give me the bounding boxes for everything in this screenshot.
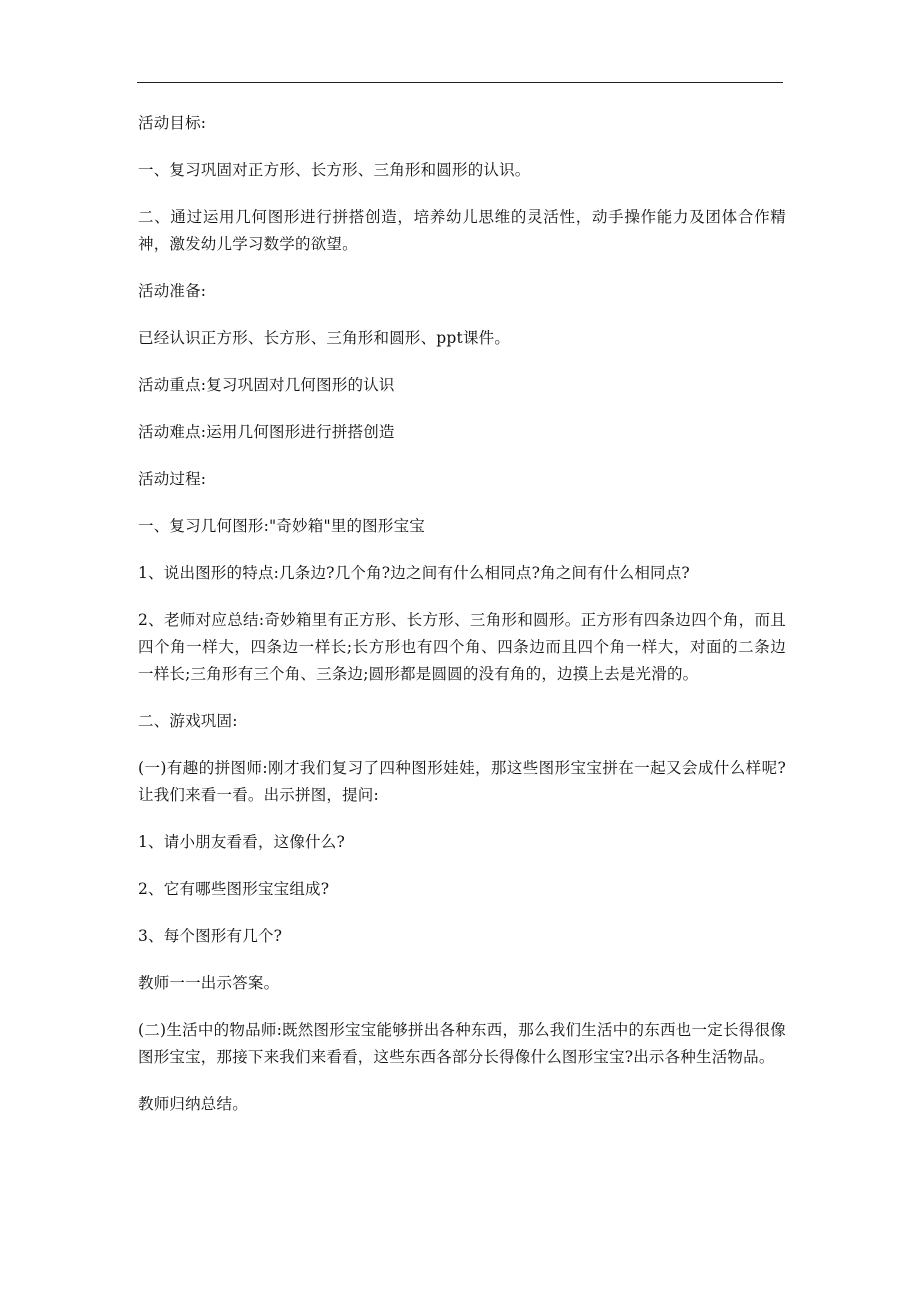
- heading-activity-process: 活动过程:: [138, 470, 207, 488]
- teacher-answer: 教师一一出示答案。: [138, 974, 280, 992]
- key-point: 活动重点:复习巩固对几何图形的认识: [138, 376, 395, 394]
- process-step-1: 一、复习几何图形:"奇妙箱"里的图形宝宝: [138, 517, 425, 535]
- question-1: 1、请小朋友看看，这像什么?: [138, 833, 345, 851]
- goal-1: 一、复习巩固对正方形、长方形、三角形和圆形的认识。: [138, 161, 531, 179]
- teacher-summary: 教师归纳总结。: [138, 1095, 248, 1113]
- process-item-1-2: 2、老师对应总结:奇妙箱里有正方形、长方形、三角形和圆形。正方形有四条边四个角，而且四个角一样大，四条边一样长;长方形也有四个角、四条边而且四个角一样大，对面的二条边一样长;三角形有三个角、三条边;圆形都是圆圆的没有角的，边摸上去是光滑的。: [138, 611, 786, 683]
- game-part-2: (二)生活中的物品师:既然图形宝宝能够拼出各种东西，那么我们生活中的东西也一定长得很像图形宝宝，那接下来我们来看看，这些东西各部分长得像什么图形宝宝?出示各种生活物品。: [138, 1021, 786, 1066]
- goal-2: 二、通过运用几何图形进行拼搭创造，培养幼儿思维的灵活性，动手操作能力及团体合作精神，激发幼儿学习数学的欲望。: [138, 208, 786, 253]
- process-item-1-1: 1、说出图形的特点:几条边?几个角?边之间有什么相同点?角之间有什么相同点?: [138, 564, 690, 582]
- question-3: 3、每个图形有几个?: [138, 927, 283, 945]
- difficult-point: 活动难点:运用几何图形进行拼搭创造: [138, 423, 395, 441]
- heading-activity-preparation: 活动准备:: [138, 282, 207, 300]
- question-2: 2、它有哪些图形宝宝组成?: [138, 880, 330, 898]
- preparation-text: 已经认识正方形、长方形、三角形和圆形、ppt课件。: [138, 329, 511, 347]
- heading-activity-goals: 活动目标:: [138, 114, 207, 132]
- process-step-2: 二、游戏巩固:: [138, 712, 238, 730]
- document-body: [138, 110, 786, 1138]
- game-part-1: (一)有趣的拼图师:刚才我们复习了四种图形娃娃，那这些图形宝宝拼在一起又会成什么样呢?让我们来看一看。出示拼图，提问:: [138, 759, 786, 804]
- header-rule: [137, 82, 783, 83]
